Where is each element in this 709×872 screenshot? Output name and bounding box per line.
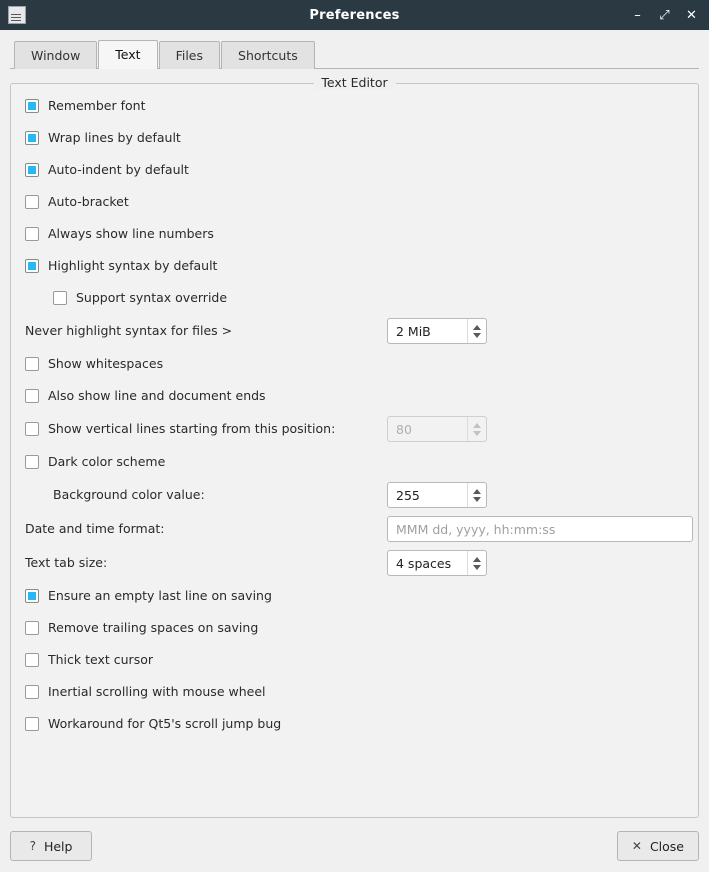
option-qt5-scroll-workaround[interactable] bbox=[25, 708, 684, 740]
option-line-numbers[interactable] bbox=[25, 218, 684, 250]
value-never-highlight-size: 2 MiB bbox=[396, 323, 431, 339]
option-show-whitespaces[interactable] bbox=[25, 348, 684, 380]
label-auto-indent: Auto-indent by default bbox=[48, 161, 189, 177]
maximize-button[interactable]: ⤢ bbox=[659, 7, 670, 23]
value-background-color: 255 bbox=[396, 487, 420, 503]
minimize-button[interactable]: – bbox=[634, 7, 641, 23]
option-dark-scheme[interactable] bbox=[25, 446, 684, 478]
option-highlight-syntax[interactable] bbox=[25, 250, 684, 282]
checkbox-thick-cursor[interactable] bbox=[25, 653, 39, 667]
close-button[interactable] bbox=[617, 831, 699, 861]
help-button-label: Help bbox=[43, 838, 73, 854]
arrow-down-icon[interactable] bbox=[473, 497, 481, 502]
label-empty-last-line: Ensure an empty last line on saving bbox=[48, 587, 272, 603]
checkbox-remove-trailing-spaces[interactable] bbox=[25, 621, 39, 635]
label-tab-size: Text tab size: bbox=[25, 554, 108, 570]
label-inertial-scrolling: Inertial scrolling with mouse wheel bbox=[48, 683, 266, 699]
option-wrap-lines[interactable] bbox=[25, 122, 684, 154]
label-wrap-lines: Wrap lines by default bbox=[48, 129, 181, 145]
arrow-up-icon[interactable] bbox=[473, 489, 481, 494]
checkbox-auto-bracket[interactable] bbox=[25, 195, 39, 209]
checkbox-wrap-lines[interactable] bbox=[25, 131, 39, 145]
window-controls bbox=[631, 9, 709, 22]
tab-files[interactable]: Files bbox=[159, 41, 220, 69]
option-thick-cursor[interactable] bbox=[25, 644, 684, 676]
label-background-color: Background color value: bbox=[53, 486, 205, 502]
option-auto-bracket[interactable] bbox=[25, 186, 684, 218]
spin-background-color-value[interactable] bbox=[387, 482, 487, 508]
spin-arrows[interactable] bbox=[467, 417, 486, 441]
group-title: Text Editor bbox=[313, 75, 395, 90]
label-remove-trailing-spaces: Remove trailing spaces on saving bbox=[48, 619, 259, 635]
spin-tab-size[interactable] bbox=[387, 550, 487, 576]
label-remember-font: Remember font bbox=[48, 97, 146, 113]
option-syntax-override[interactable] bbox=[25, 282, 684, 314]
input-date-format[interactable] bbox=[387, 516, 693, 542]
spin-arrows[interactable] bbox=[467, 551, 486, 575]
spin-vertical-line-position[interactable] bbox=[387, 416, 487, 442]
row-background-color bbox=[25, 478, 684, 512]
option-remember-font[interactable] bbox=[25, 90, 684, 122]
tab-bar bbox=[10, 38, 699, 69]
tab-window[interactable]: Window bbox=[14, 41, 97, 69]
option-inertial-scrolling[interactable] bbox=[25, 676, 684, 708]
label-line-document-ends: Also show line and document ends bbox=[48, 387, 266, 403]
arrow-down-icon[interactable] bbox=[473, 565, 481, 570]
option-line-document-ends[interactable] bbox=[25, 380, 684, 412]
label-qt5-scroll-workaround: Workaround for Qt5's scroll jump bug bbox=[48, 715, 282, 731]
checkbox-line-document-ends[interactable] bbox=[25, 389, 39, 403]
tab-shortcuts[interactable]: Shortcuts bbox=[221, 41, 315, 69]
row-date-format bbox=[25, 512, 684, 546]
checkbox-auto-indent[interactable] bbox=[25, 163, 39, 177]
close-button-label: Close bbox=[649, 838, 684, 854]
spin-never-highlight-size[interactable] bbox=[387, 318, 487, 344]
checkbox-remember-font[interactable] bbox=[25, 99, 39, 113]
window-icon bbox=[8, 6, 26, 24]
value-tab-size: 4 spaces bbox=[396, 555, 452, 571]
option-remove-trailing-spaces[interactable] bbox=[25, 612, 684, 644]
dialog-footer bbox=[10, 830, 699, 862]
tab-text[interactable]: Text bbox=[98, 40, 157, 69]
label-never-highlight: Never highlight syntax for files > bbox=[25, 322, 233, 338]
title-bar bbox=[0, 0, 709, 30]
help-button[interactable] bbox=[10, 831, 92, 861]
placeholder-date-format: MMM dd, yyyy, hh:mm:ss bbox=[396, 521, 556, 537]
label-dark-scheme: Dark color scheme bbox=[48, 453, 166, 469]
label-thick-cursor: Thick text cursor bbox=[48, 651, 153, 667]
checkbox-highlight-syntax[interactable] bbox=[25, 259, 39, 273]
label-line-numbers: Always show line numbers bbox=[48, 225, 214, 241]
option-vertical-lines[interactable] bbox=[25, 412, 684, 446]
label-vertical-lines: Show vertical lines starting from this position: bbox=[48, 420, 336, 436]
row-never-highlight bbox=[25, 314, 684, 348]
checkbox-show-whitespaces[interactable] bbox=[25, 357, 39, 371]
checkbox-empty-last-line[interactable] bbox=[25, 589, 39, 603]
value-vertical-line-position: 80 bbox=[396, 421, 412, 437]
label-highlight-syntax: Highlight syntax by default bbox=[48, 257, 218, 273]
window-title: Preferences bbox=[309, 7, 400, 23]
checkbox-dark-scheme[interactable] bbox=[25, 455, 39, 469]
close-icon: ✕ bbox=[631, 839, 642, 853]
label-auto-bracket: Auto-bracket bbox=[48, 193, 129, 209]
label-syntax-override: Support syntax override bbox=[76, 289, 228, 305]
checkbox-syntax-override[interactable] bbox=[53, 291, 67, 305]
checkbox-qt5-scroll-workaround[interactable] bbox=[25, 717, 39, 731]
option-empty-last-line[interactable] bbox=[25, 580, 684, 612]
arrow-up-icon[interactable] bbox=[473, 325, 481, 330]
checkbox-line-numbers[interactable] bbox=[25, 227, 39, 241]
row-tab-size bbox=[25, 546, 684, 580]
text-editor-group bbox=[10, 75, 699, 818]
arrow-up-icon[interactable] bbox=[473, 557, 481, 562]
label-date-format: Date and time format: bbox=[25, 520, 165, 536]
preferences-dialog bbox=[0, 30, 709, 872]
checkbox-inertial-scrolling[interactable] bbox=[25, 685, 39, 699]
checkbox-vertical-lines[interactable] bbox=[25, 422, 39, 436]
option-auto-indent[interactable] bbox=[25, 154, 684, 186]
spin-arrows[interactable] bbox=[467, 319, 486, 343]
question-mark-icon: ? bbox=[29, 839, 36, 853]
close-window-button[interactable]: ✕ bbox=[686, 7, 697, 23]
label-show-whitespaces: Show whitespaces bbox=[48, 355, 164, 371]
arrow-down-icon[interactable] bbox=[473, 431, 481, 436]
arrow-down-icon[interactable] bbox=[473, 333, 481, 338]
spin-arrows[interactable] bbox=[467, 483, 486, 507]
arrow-up-icon[interactable] bbox=[473, 423, 481, 428]
